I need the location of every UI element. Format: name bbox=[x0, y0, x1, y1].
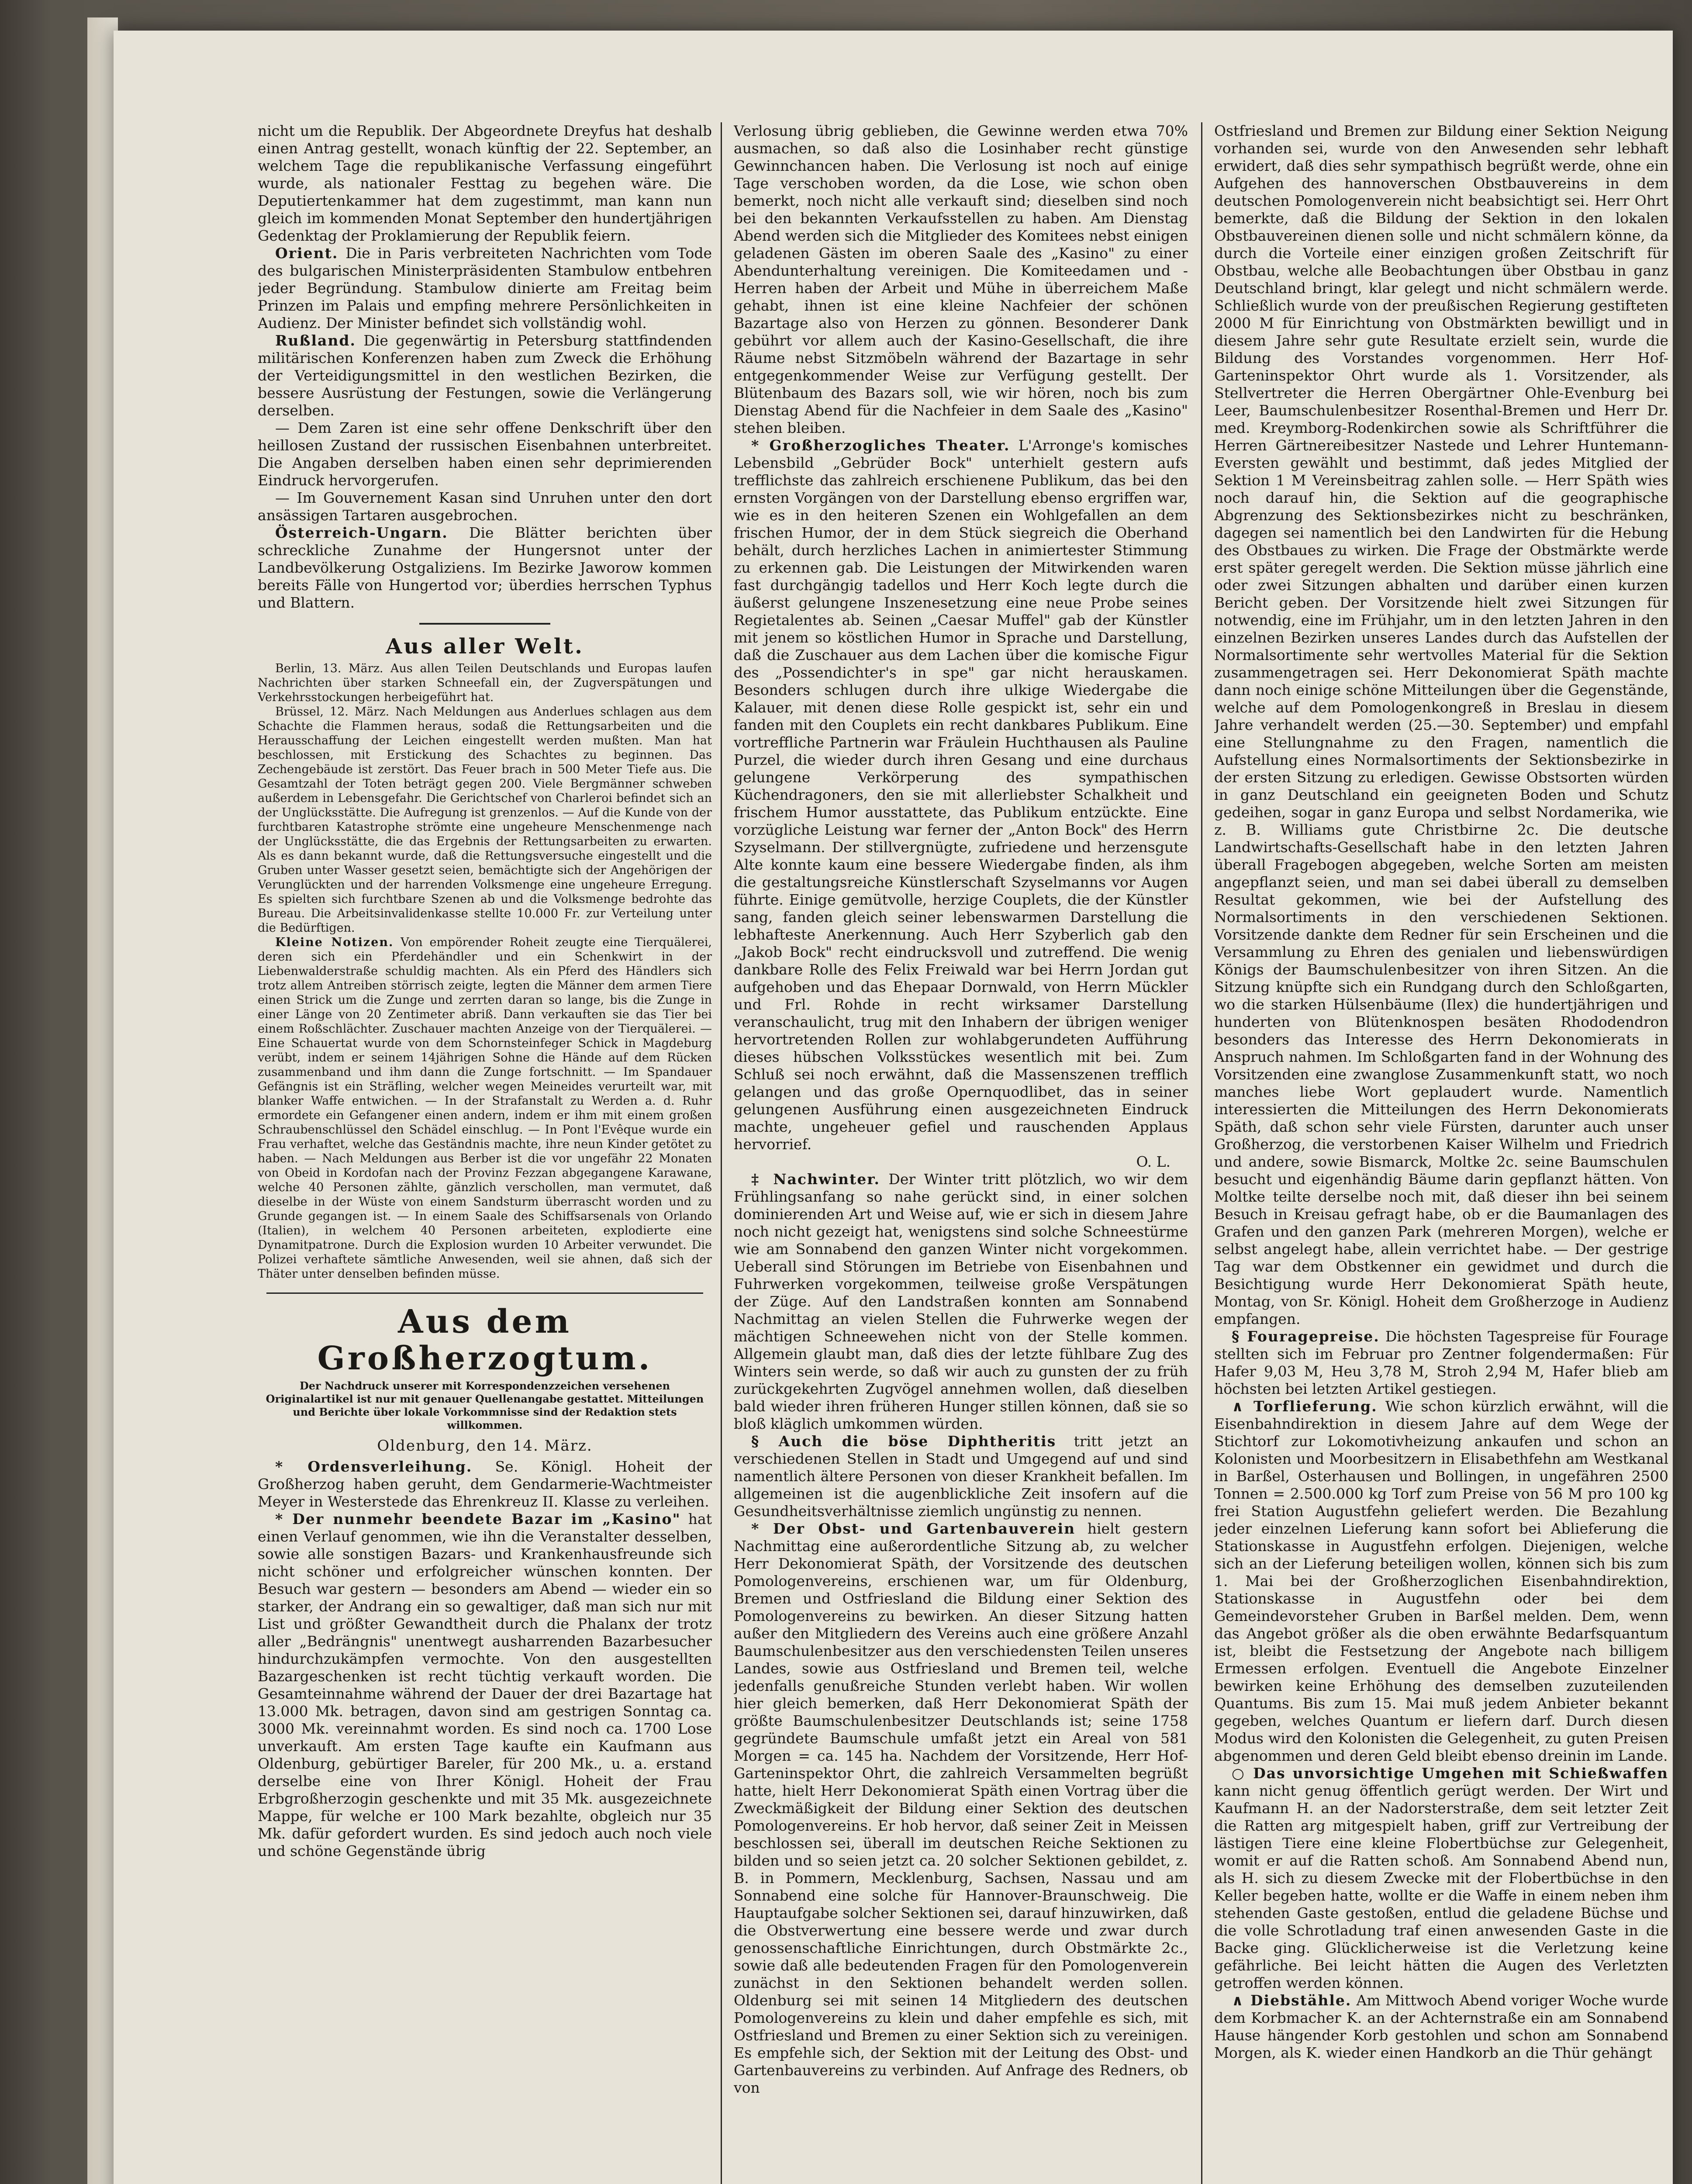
article-oesterreich bbox=[258, 524, 712, 612]
article-text: Brüssel, 12. März. Nach Meldungen aus Anderlues schlagen aus dem Schachte die Flammen heraus, sodaß die Rettungsarbeiten und die Herausschaffung der Leichen eingestellt werden mußten. Man hat beschlossen, mit Erstickung des Schachtes zu beginnen. Das Zechengebäude ist zerstört. Das Feuer brach in 500 Meter Tiefe aus. Die Gesamtzahl der Toten beträgt gegen 200. Viele Bergmänner schweben außerdem in Lebensgefahr. Die Gerichtschef von Charleroi befindet sich an der Unglücksstätte. Die Aufregung ist grenzenlos. — Auf die Kunde von der furchtbaren Katastrophe strömte eine ungeheure Menschenmenge nach der Unglücksstätte, die das Ergebnis der Rettungsarbeiten zu erwarten. Als es dann bekannt wurde, daß die Rettungsversuche eingestellt und die Gruben unter Wasser gesetzt seien, bemächtigte sich der Angehörigen der Verunglückten und der harrenden Volksmenge eine ungeheure Erregung. Es spielten sich furchtbare Szenen ab und die Volksmenge bedrohte das Bureau. Die Arbeitsinvalidenkasse stellte 10.000 Fr. zur Verteilung unter die Bedürftigen. bbox=[258, 705, 712, 935]
article-orient bbox=[258, 245, 712, 332]
article-text: tritt jetzt an verschiedenen Stellen in Stadt und Umgegend auf und sind namentlich ältere Personen von dieser Krankheit befallen. Im allgemeinen ist die augenblickliche Zeit insofern auf die Gesundheitsverhältnisse ziemlich ungünstig zu nennen. bbox=[734, 1433, 1188, 1520]
article-diphtheritis bbox=[734, 1433, 1188, 1520]
subhead: Rußland. bbox=[275, 332, 356, 349]
column-1 bbox=[258, 122, 712, 2184]
article-text: Die gegenwärtig in Petersburg stattfindenden militärischen Konferenzen haben zum Zweck die Erhöhung der Verteidigungsmittel in den westlichen Bezirken, die bessere Ausrüstung der Festungen, sowie die Verlängerung derselben. bbox=[258, 332, 712, 419]
subhead: § Auch die böse Diphtheritis bbox=[751, 1433, 1057, 1450]
subhead: * Großherzogliches Theater. bbox=[751, 437, 1010, 454]
subhead: * Der nunmehr beendete Bazar im „Kasino" bbox=[275, 1510, 681, 1527]
subhead: * Ordensverleihung. bbox=[275, 1458, 473, 1475]
article-text: — Dem Zaren ist eine sehr offene Denkschrift über den heillosen Zustand der russischen Eisenbahnen unterbreitet. Die Angaben derselben haben einen sehr deprimierenden Eindruck hervorgerufen. bbox=[258, 419, 712, 489]
dateline: Oldenburg, den 14. März. bbox=[377, 1437, 593, 1455]
article-diebstaehle bbox=[1214, 1992, 1668, 2062]
article-notizen bbox=[258, 935, 712, 1281]
newspaper-page bbox=[144, 52, 1668, 2184]
article-winter bbox=[734, 1171, 1188, 1433]
section-heading: Aus aller Welt. bbox=[386, 634, 584, 659]
column-rule bbox=[1201, 122, 1202, 2184]
subhead: ‡ Nachwinter. bbox=[751, 1171, 881, 1188]
article-text: Die Blätter berichten über schreckliche Zunahme der Hungersnot unter der Landbevölkerung Ostgaliziens. Im Bezirke Jaworow kommen bereits Fälle von Hungertod vor; überdies herrschen Typhus und Blattern. bbox=[258, 524, 712, 611]
subhead: * Der Obst- und Gartenbauverein bbox=[751, 1520, 1076, 1537]
column-rule bbox=[721, 122, 722, 2184]
article-text: Verlosung übrig geblieben, die Gewinne werden etwa 70% ausmachen, so daß also die Losinhaber recht günstige Gewinnchancen haben. Die Verlosung ist noch auf einige Tage verschoben worden, da die Lose, wie schon oben bemerkt, noch nicht alle verkauft sind; dieselben sind noch bei den bekannten Verkaufsstellen zu haben. Am Dienstag Abend werden sich die Mitglieder des Komitees nebst einigen geladenen Gästen im oberen Saale des „Kasino" zu einer Abendunterhaltung vereinigen. Die Komiteedamen und -Herren haben der Arbeit und Mühe in überreichem Maße gehabt, ihnen ist eine kleine Nachfeier der schönen Bazartage also von Herzen zu gönnen. Besonderer Dank gebührt vor allem auch der Kasino-Gesellschaft, die ihre Räume nebst Sitzmöbeln während der Bazartage in sehr entgegenkommender Weise zur Verfügung gestellt. Der Blütenbaum des Bazars soll, wie wir hören, noch bis zum Dienstag Abend für die Nachfeier in dem Saale des „Kasino" stehen bleiben. bbox=[734, 122, 1188, 436]
article-text: Berlin, 13. März. Aus allen Teilen Deutschlands und Europas laufen Nachrichten über starken Schneefall ein, der Zugverspätungen und Verkehrsstockungen herbeigeführt hat. bbox=[258, 662, 712, 704]
article-torf bbox=[1214, 1398, 1668, 1765]
article-text: — Im Gouvernement Kasan sind Unruhen unter den dort ansässigen Tartaren ausgebrochen. bbox=[258, 489, 712, 524]
subhead: ∧ Diebstähle. bbox=[1232, 1992, 1352, 2009]
divider bbox=[419, 623, 550, 625]
article-bazar bbox=[258, 1510, 712, 1860]
subhead: Orient. bbox=[275, 245, 338, 262]
column-2 bbox=[734, 122, 1188, 2184]
article-text: Se. Königl. Hoheit der Großherzog haben geruht, dem Gendarmerie-Wachtmeister Meyer in Westerstede das Ehrenkreuz II. Klasse zu verleihen. bbox=[258, 1458, 712, 1510]
subhead: ∧ Torflieferung. bbox=[1232, 1398, 1378, 1415]
article-text: Die höchsten Tagespreise für Fourage stellten sich im Februar pro Zentner folgendermaßen: Für Hafer 9,03 M, Heu 3,78 M, Stroh 2,94 M, Hafer blieb am höchsten bei letzten Artikel gestiegen. bbox=[1214, 1328, 1668, 1397]
article-text: Wie schon kürzlich erwähnt, will die Eisenbahndirektion in diesem Jahre auf dem Wege der Stichtorf zur Lokomotivheizung ankaufen und schon an Kolonisten und Moorbesitzern in Elisabethfehn am Westkanal in Barßel, Osterhausen und Bollingen, in ungefähren 2500 Tonnen = 2.500.000 kg Torf zum Preise von 56 M pro 100 kg frei Station Augustfehn geliefert werden. Die Bezahlung jeder einzelnen Lieferung kann sofort bei Ablieferung die Stationskasse in Augustfehn erfolgen. Diejenigen, welche sich an der Lieferung beteiligen wollen, können sich bis zum 1. Mai bei der Großherzoglichen Eisenbahndirektion, Stationskasse in Augustfehn oder bei dem Gemeindevorsteher Gruben in Barßel melden. Dem, wenn das Angebot größer als die oben erwähnte Bedarfsquantum ist, bleibt die Festsetzung der Angebote nach billigem Ermessen erfolgen. Eventuell die Angebote Einzelner bewirken keine Erhöhung des demselben zuzuteilenden Quantums. Bis zum 15. Mai muß jedem Anbieter bekannt gegeben, welches Quantum er liefern darf. Durch diesen Modus wird den Kolonisten die Gelegenheit, zu guten Preisen abgenommen und deren Geld bleibt ebenso dreinin im Lande. bbox=[1214, 1398, 1668, 1764]
article-text: hielt gestern Nachmittag eine außerordentliche Sitzung ab, zu welcher Herr Dekonomierat Späth, der Vorsitzende des deutschen Pomologenvereins, erschienen war, um für Oldenburg, Bremen und Ostfriesland die Bildung einer Sektion des Pomologenvereins zu bewirken. An dieser Sitzung hatten außer den Mitgliedern des Vereins auch eine größere Anzahl Baumschulenbesitzer aus den verschiedensten Teilen unseres Landes, sowie aus Ostfriesland und Bremen teil, welche jedenfalls genußreiche Stunden verlebt haben. Wir wollen hier gleich bemerken, daß Herr Dekonomierat Späth der größte Baumschulenbesitzer Deutschlands ist; seine 1758 gegründete Baumschule umfaßt jetzt ein Areal von 581 Morgen = ca. 145 ha. Nachdem der Vorsitzende, Herr Hof-Garteninspektor Ohrt, die zahlreich Versammelten begrüßt hatte, hielt Herr Dekonomierat Späth einen Vortrag über die Zweckmäßigkeit der Bildung einer Sektion des deutschen Pomologenvereins. Er hob hervor, daß seiner Zeit in Meissen beschlossen sei, überall im deutschen Reiche Sektionen zu bilden und so seien jetzt ca. 20 solcher Sektionen gebildet, z. B. in Pommern, Mecklenburg, Sachsen, Nassau und am Sonnabend eine solche für Hannover-Braunschweig. Die Hauptaufgabe solcher Sektionen sei, darauf hinzuwirken, daß die Obstverwertung eine bessere werde und zwar durch genossenschaftliche Einrichtungen, durch Obstmärkte 2c., sowie daß alle bedeutenden Fragen für den Pomologenverein zunächst in den Sektionen behandelt werden sollen. Oldenburg sei mit seinen 14 Mitgliedern des deutschen Pomologenvereins zu klein und daher empfehle es sich, mit Ostfriesland und Bremen zu einer Sektion sich zu vereinigen. Es empfehle sich, der Sektion mit der Leitung des Obst- und Gartenbauvereins zu verbinden. Auf Anfrage des Redners, ob von bbox=[734, 1520, 1188, 2096]
subhead: Österreich-Ungarn. bbox=[275, 524, 448, 541]
article-text: kann nicht genug öffentlich gerügt werden. Der Wirt und Kaufmann H. an der Nadorsterstraße, dem seit letzter Zeit die Ratten arg mitgespielt haben, griff zur Vertreibung der lästigen Tiere eine kleine Flobertbüchse zur Gelegenheit, womit er auf die Ratten schoß. Am Sonnabend Abend nun, als H. sich zu diesem Zwecke mit der Flobertbüchse in den Keller begeben hatte, wollte er die Waffe in einem neben ihm stehenden Gaste gestoßen, entlud die geladene Büchse und die volle Schrotladung traf einen anwesenden Gaste in die Backe ging. Glücklicherweise ist die Verletzung keine gefährliche. Bei leicht hätten die Augen des Verletzten getroffen werden können. bbox=[1214, 1782, 1668, 1991]
column-3 bbox=[1214, 122, 1668, 2184]
section-note: Der Nachdruck unserer mit Korrespondenzzeichen versehenen Originalartikel ist nur mit genauer Quellenangabe gestattet. Mitteilungen und Berichte über lokale Vorkommnisse sind der Redaktion stets willkommen. bbox=[266, 1379, 704, 1431]
article-text: nicht um die Republik. Der Abgeordnete Dreyfus hat deshalb einen Antrag gestellt, wonach künftig der 22. September, an welchem Tage die republikanische Verfassung eingeführt wurde, als nationaler Festtag zu begehen wäre. Die Deputiertenkammer hat dem zugestimmt, man kann nun gleich im kommenden Monat September den hundertjährigen Gedenktag der Proklamierung der Republik feiern. bbox=[258, 122, 712, 244]
subhead: § Fouragepreise. bbox=[1232, 1328, 1380, 1345]
article-obstverein bbox=[734, 1520, 1188, 2097]
article-text: hat einen Verlauf genommen, wie ihn die Veranstalter desselben, sowie alle sonstigen Bazars- und Krankenhausfreunde sich nicht schöner und erfolgreicher wünschen konnten. Der Besuch war gestern — besonders am Abend — wieder ein so starker, der Andrang ein so gewaltiger, daß man sich nur mit List und größter Gewandtheit durch die Phalanx der trotz aller „Bedrängnis" unentwegt ausharrenden Bazarbesucher hindurchzukämpfen vermochte. Von den ausgestellten Bazargeschenken ist recht tüchtig verkauft worden. Die Gesamteinnahme während der Dauer der drei Bazartage hat 13.000 Mk. betragen, davon sind am gestrigen Sonntag ca. 3000 Mk. vereinnahmt worden. Es sind noch ca. 1700 Lose unverkauft. Am ersten Tage kaufte ein Kaufmann aus Oldenburg, gebürtiger Bareler, für 200 Mk., u. a. erstand derselbe eine von Ihrer Königl. Hoheit der Frau Erbgroßherzogin geschenkte und mit 35 Mk. ausgezeichnete Mappe, für welche er 100 Mark bezahlte, obgleich nur 35 Mk. dafür gefordert wurden. Es sind jedoch auch noch viele und schöne Gegenstände übrig bbox=[258, 1510, 712, 1859]
article-text: Ostfriesland und Bremen zur Bildung einer Sektion Neigung vorhanden sei, wurde von den Anwesenden sehr lebhaft erwidert, daß dies sehr sympathisch begrüßt werde, ohne ein Aufgehen des hannoverschen Obstbauvereins in dem deutschen Pomologenverein nicht beabsichtigt sei. Herr Ohrt bemerkte, daß die Bildung der Sektion in den lokalen Obstbauvereinen dienen solle und nicht schmälern könne, da durch die Vorteile einer einzigen großen Zeitschrift für Obstbau, welche alle Beobachtungen über Obstbau in ganz Deutschland bringt, klar gelegt und nicht schmälern werde. Schließlich wurde von der preußischen Regierung gestifteten 2000 M für Einrichtung von Obstmärkten bewilligt und in diesem Jahre sehr gute Resultate erzielt sein, wurde die Bildung des Vorstandes vorgenommen. Herr Hof-Garteninspektor Ohrt wurde als 1. Vorsitzender, als Stellvertreter die Herren Obergärtner Ohle-Evenburg bei Leer, Baumschulenbesitzer Rosenthal-Bremen und Herr Dr. med. Kreymborg-Rodenkirchen sowie als Schriftführer die Herren Gärtnereibesitzer Nastede und Lehrer Huntemann-Eversten gewählt und bestimmt, daß jedes Mitglied der Sektion 1 M Vereinsbeitrag zahlen solle. — Herr Späth wies noch darauf hin, die Sektion auf die geographische Abgrenzung des Sektionsbezirkes nicht zu beschränken, dagegen sei namentlich bei den Landwirten für die Hebung des Obstbaues zu wirken. Die Frage der Obstmärkte werde erst später geregelt werden. Die Sektion müsse jährlich eine oder zwei Sitzungen abhalten und darüber einen kurzen Bericht geben. Der Vorsitzende hielt zwei Sitzungen für notwendig, eine im Frühjahr, um in den letzten Jahren in den einzelnen Bezirken unseres Landes durch das Aufstellen der Normalsortimente sehr wertvolles Material für die Sektion zusammengetragen sei. Herr Dekonomierat Späth machte dann noch einige schöne Mitteilungen über die Gegenstände, welche auf dem Pomologenkongreß in Breslau in diesem Jahre verhandelt werden (25.—30. September) und empfahl eine Stellungnahme zu den Fragen, namentlich die Aufstellung eines Normalsortiments der Sektionsbezirke in der ersten Sitzung zu erledigen. Gewisse Obstsorten würden in ganz Deutschland ein geeigneten Boden und Schutz gedeihen, sogar in ganz Europa und selbst Nordamerika, wie z. B. Williams gute Christbirne 2c. Die deutsche Landwirtschafts-Gesellschaft habe in den letzten Jahren überall Fragebogen abgegeben, welche Sorten am meisten angepflanzt seien, und man sei dabei überall zu demselben Resultat gekommen, wie bei der Aufstellung des Normalsortiments in den verschiedenen Sektionen. Vorsitzende dankte dem Redner für sein Erscheinen und die Versammlung zu Ehren des genialen und liebenswürdigen Königs der Baumschulenbesitzer von ihren Sitzen. An die Sitzung knüpfte sich ein Rundgang durch den Schloßgarten, wo die starken Hülsenbäume (Ilex) die hundertjährigen und hunderten von Blütenknospen besäten Rhododendron besonders das Interesse des Herrn Dekonomierats in Anspruch nahmen. Im Schloßgarten fand in der Wohnung des Vorsitzenden eine zwanglose Zusammenkunft statt, wo noch manches liebe Wort geplaudert wurde. Namentlich interessierten die Mitteilungen des Herrn Dekonomierats Späth, daß schon sehr viele Fürsten, darunter auch unser Großherzog, die verstorbenen Kaiser Wilhelm und Friedrich und andere, sowie Bismarck, Moltke 2c. seine Baumschulen besucht und eigenhändig Bäume darin gepflanzt hätten. Von Moltke teilte derselbe noch mit, daß dieser ihn bei seinem Besuch in Kreisau gefragt habe, ob er die Baumanlagen des Grafen und den ganzen Park (mehreren Morgen), welche er selbst angelegt habe, allein verrichtet habe. — Der gestrige Tag war dem Obstkenner ein gewidmet und durch die Besichtigung wurde Herr Dekonomierat Späth heute, Montag, von Sr. Königl. Hoheit dem Großherzoge in Audienz empfangen. bbox=[1214, 122, 1668, 1327]
article-text: Von empörender Roheit zeugte eine Tierquälerei, deren sich ein Pferdehändler und ein Schenkwirt in der Liebenwalderstraße schuldig machten. Als ein Pferd des Händlers sich trotz allem Antreiben störrisch zeigte, legten die Männer dem armen Tiere einen Strick um die Zunge und zerrten daran so lange, bis die Zunge in einer Länge von 20 Zentimeter abriß. Dann verkauften sie das Tier bei einem Roßschlächter. Zuschauer machten Anzeige von der Tierquälerei. — Eine Schauertat wurde von dem Schornsteinfeger Schick in Magdeburg verübt, indem er seinem 14jährigen Sohne die Hände auf dem Rücken zusammenband und ihm dann die Zunge fortschnitt. — Im Spandauer Gefängnis ist ein Sträfling, welcher wegen Meineides verurteilt war, mit blanker Waffe entwichen. — In der Strafanstalt zu Werden a. d. Ruhr ermordete ein Gefangener einen andern, indem er ihm mit einem großen Schraubenschlüssel den Schädel einschlug. — In Pont l'Evêque wurde ein Frau verhaftet, welche das Geständnis machte, ihre neun Kinder getötet zu haben. — Nach Meldungen aus Berber ist die vor ungefähr 22 Monaten von Obeid in Kordofan nach der Provinz Fezzan abgegangene Karawane, welche 40 Personen zählte, gänzlich verschollen, man vermutet, daß dieselbe in der Wüste von einem Sandsturm überrascht worden und zu Grunde gegangen ist. — In einem Saale des Schiffsarsenals von Orlando (Italien), in welchem 40 Personen arbeiteten, explodierte eine Dynamitpatrone. Durch die Explosion wurden 10 Arbeiter verwundet. Die Polizei verhaftete sämtliche Anwesenden, weil sie ahnen, daß sich der Thäter unter denselben befinden müsse. bbox=[258, 936, 712, 1281]
article-theater bbox=[734, 437, 1188, 1153]
article-text: L'Arronge's komisches Lebensbild „Gebrüder Bock" unterhielt gestern aufs trefflichste das zahlreich erschienene Publikum, das bei den ernsten Vorgängen von der Darstellung ebenso ergriffen war, wie es in den heiteren Szenen ein Wohlgefallen an dem frischen Humor, der in dem Stück siegreich die Oberhand behält, durch herzliches Lachen in animiertester Stimmung zu erkennen gab. Die Leistungen der Mitwirkenden waren fast durchgängig tadellos und Herr Koch legte durch die äußerst gelungene Inszenesetzung eine neue Probe seines Regietalentes ab. Seinen „Caesar Muffel" gab der Künstler mit jenem so köstlichen Humor in Sprache und Darstellung, daß die Zuschauer aus dem Lachen über die komische Figur des „Possendichter's in spe" gar nicht herauskamen. Besonders schlugen durch ihre ulkige Wiedergabe die Kalauer, mit denen diese Rolle gespickt ist, sehr ein und fanden mit den Couplets ein recht dankbares Publikum. Eine vortreffliche Partnerin war Fräulein Huchthausen als Pauline Purzel, die wieder durch ihren Gesang und eine durchaus gelungene Verkörperung des sympathischen Küchendragoners, den sie mit allerliebster Schalkheit und frischem Humor ausstattete, das Publikum entzückte. Eine vorzügliche Leistung war ferner der „Anton Bock" des Herrn Szyselmann. Der stillvergnügte, zufriedene und herzensgute Alte konnte kaum eine bessere Wiedergabe finden, als ihm die gestaltungsreiche Künstlerschaft Szyselmanns vor Augen führte. Einige gemütvolle, herzige Couplets, die der Künstler sang, fanden gleich seiner lebenswarmen Darstellung die lebhafteste Anerkennung. Auch Herr Szyberlich gab den „Jakob Bock" recht eindrucksvoll und zutreffend. Die wenig dankbare Rolle des Felix Freiwald war bei Herrn Jordan gut aufgehoben und das Ehepaar Dornwald, von Herrn Mückler und Frl. Rohde in recht wirksamer Darstellung veranschaulicht, trug mit den Inhabern der übrigen weniger hervortretenden Rollen zur wohlabgerundeten Aufführung dieses hübschen Volksstückes wesentlich mit bei. Zum Schluß sei noch erwähnt, daß die Massenszenen trefflich gelangen und das große Opernquodlibet, das in seiner gelungenen Ausführung einen ausgezeichneten Eindruck machte, ungeheuer gefiel und rauschenden Applaus hervorrief. bbox=[734, 437, 1188, 1153]
article-schiesswaffen bbox=[1214, 1765, 1668, 1992]
subhead: ○ Das unvorsichtige Umgehen mit Schießwaffen bbox=[1232, 1765, 1668, 1782]
subhead: Kleine Notizen. bbox=[275, 936, 394, 949]
article-text: Der Winter tritt plötzlich, wo wir dem Frühlingsanfang so nahe gerückt sind, in einer solchen dominierenden Art und Weise auf, wie er sich in diesem Jahre noch nicht gezeigt hat, wenigstens sind solche Schneestürme wie am Sonnabend den ganzen Winter nicht vorgekommen. Ueberall sind Störungen im Betriebe von Eisenbahnen und Fuhrwerken vorgekommen, teilweise große Verspätungen der Züge. Auf den Landstraßen konnten am Sonnabend Nachmittag an vielen Stellen die Fuhrwerke wegen der mächtigen Schneewehen nicht von der Stelle kommen. Allgemein glaubt man, daß dies der letzte fühlbare Zug des Winters sein werde, so daß wir auch zu gunsten der zu früh zurückgekehrten Zugvögel annehmen wollen, daß dieselben bald wieder ihren früheren Hunger stillen können, daß sie so bloß kläglich umkommen würden. bbox=[734, 1171, 1188, 1432]
article-text: Die in Paris verbreiteten Nachrichten vom Tode des bulgarischen Ministerpräsidenten Stambulow entbehren jeder Begründung. Stambulow dinierte am Freitag beim Prinzen im Palais und empfing mehrere Persönlichkeiten in Audienz. Der Minister befindet sich vollständig wohl. bbox=[258, 245, 712, 332]
section-heading: Aus dem Großherzogtum. bbox=[317, 1303, 653, 1377]
article-russland bbox=[258, 332, 712, 419]
article-text: Am Mittwoch Abend voriger Woche wurde dem Korbmacher K. an der Achternstraße ein am Sonnabend Hause hängender Korb gestohlen und schon am Sonnabend Morgen, als K. wieder einen Handkorb an die Thür gehängt bbox=[1214, 1992, 1668, 2061]
author-signature: O. L. bbox=[1136, 1153, 1171, 1170]
divider bbox=[266, 1292, 703, 1294]
article-orden bbox=[258, 1458, 712, 1510]
article-fourage bbox=[1214, 1328, 1668, 1398]
